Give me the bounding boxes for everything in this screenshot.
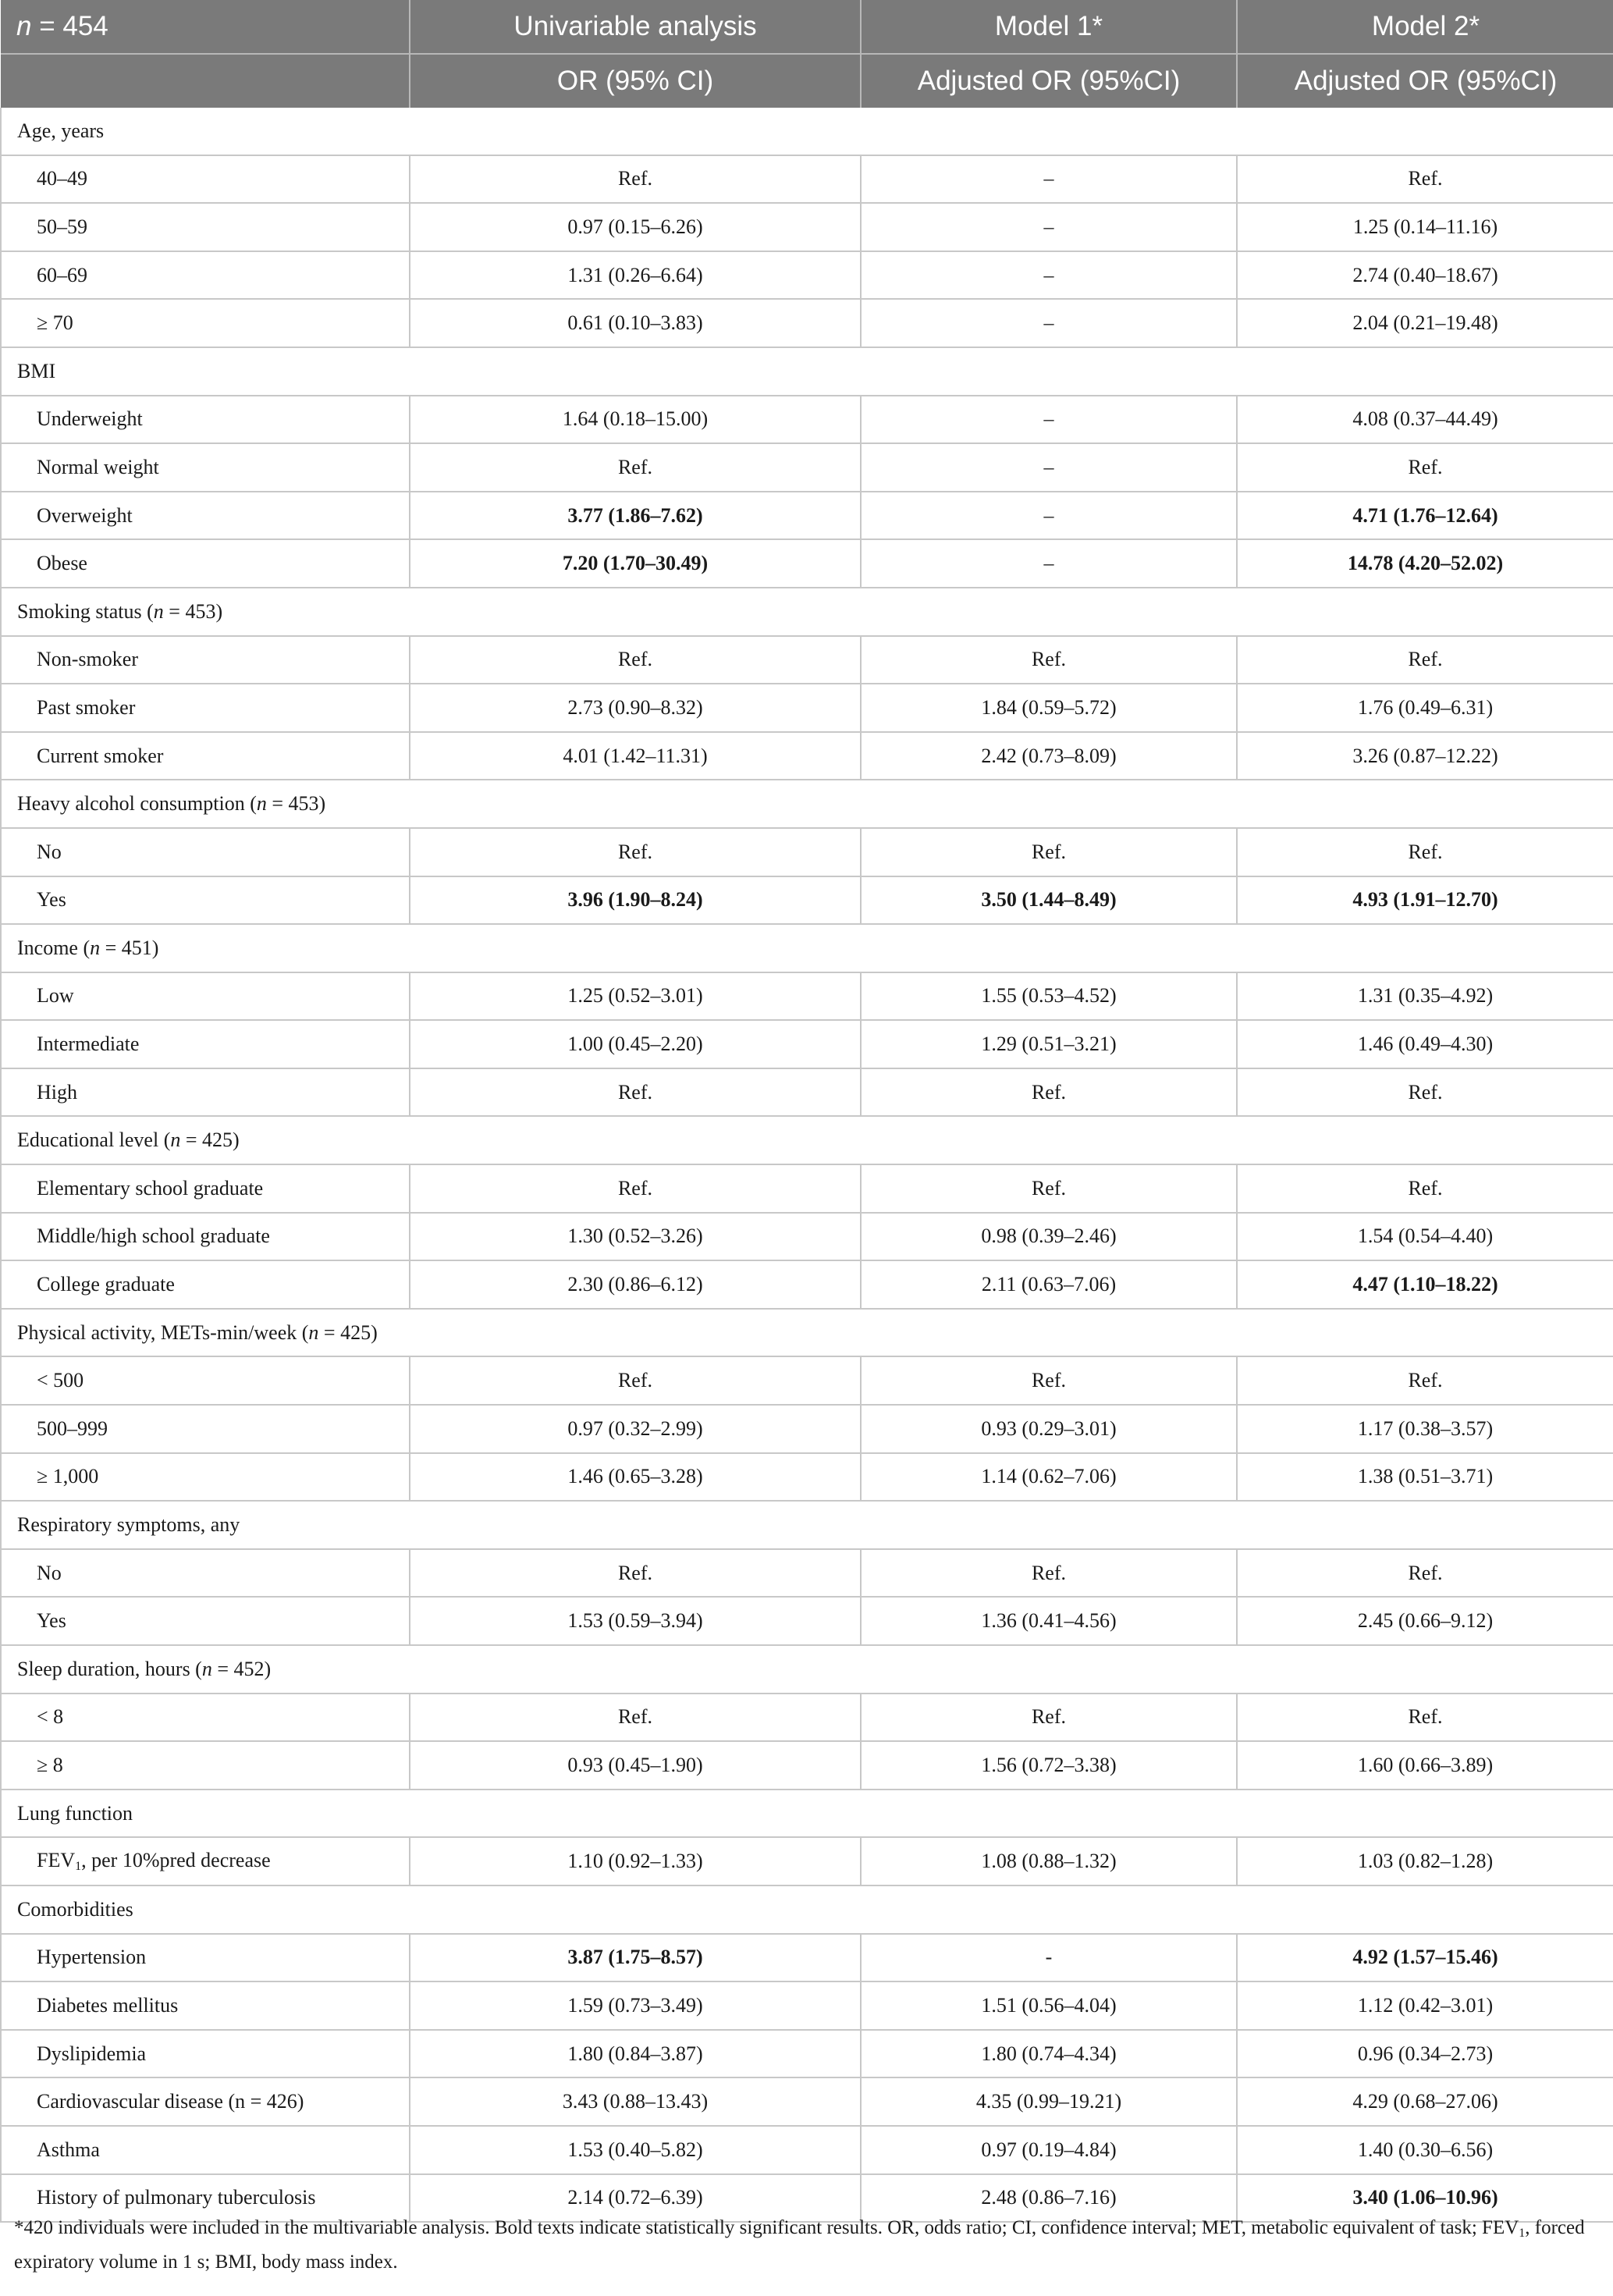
univariable-value: 3.77 (1.86–7.62) [410, 492, 861, 540]
model1-value: 1.51 (0.56–4.04) [861, 1981, 1237, 2030]
n-symbol: n [308, 1320, 319, 1344]
univariable-value: 1.46 (0.65–3.28) [410, 1453, 861, 1502]
univariable-value: 0.93 (0.45–1.90) [410, 1741, 861, 1790]
univariable-value: 7.20 (1.70–30.49) [410, 539, 861, 588]
group-label [1, 924, 1613, 972]
group-n-value: = 451) [100, 936, 159, 959]
model2-value: 1.60 (0.66–3.89) [1237, 1741, 1613, 1790]
univariable-value: Ref. [410, 155, 861, 204]
model2-value: Ref. [1237, 1068, 1613, 1117]
row-label: 500–999 [1, 1405, 410, 1453]
row-label: Obese [1, 539, 410, 588]
row-label: High [1, 1068, 410, 1117]
table-row [1, 1405, 1613, 1453]
model1-value: 1.14 (0.62–7.06) [861, 1453, 1237, 1502]
row-label: Yes [1, 1597, 410, 1645]
group-row-lung-function [1, 1790, 1613, 1838]
model1-value: Ref. [861, 636, 1237, 684]
model1-value: 1.55 (0.53–4.52) [861, 972, 1237, 1021]
fev-suffix: , per 10%pred decrease [81, 1849, 271, 1872]
univariable-value: Ref. [410, 1164, 861, 1213]
univariable-value: 2.14 (0.72–6.39) [410, 2174, 861, 2223]
univariable-value: Ref. [410, 1068, 861, 1117]
n-symbol: n [201, 1657, 212, 1680]
model2-value: Ref. [1237, 443, 1613, 492]
group-row-alcohol [1, 780, 1613, 828]
table-row [1, 155, 1613, 204]
group-label-text: Heavy alcohol consumption ( [17, 792, 257, 816]
row-label: Yes [1, 876, 410, 925]
univariable-value: 1.59 (0.73–3.49) [410, 1981, 861, 2030]
univariable-value: Ref. [410, 1356, 861, 1405]
group-label-text: Educational level ( [17, 1128, 171, 1152]
n-symbol: n [170, 1128, 181, 1152]
table-row [1, 396, 1613, 444]
fev-text: FEV [37, 1849, 76, 1872]
table-row [1, 2077, 1613, 2126]
model1-value: – [861, 396, 1237, 444]
table-row [1, 876, 1613, 925]
model2-value: Ref. [1237, 636, 1613, 684]
model2-adjusted-header: Adjusted OR (95%CI) [1237, 54, 1613, 108]
model1-value: – [861, 203, 1237, 251]
model1-value: 0.93 (0.29–3.01) [861, 1405, 1237, 1453]
univariable-value: 2.73 (0.90–8.32) [410, 684, 861, 732]
model1-value: 1.08 (0.88–1.32) [861, 1837, 1237, 1885]
footnote-subscript: 1 [1519, 2227, 1526, 2240]
row-label: Current smoker [1, 732, 410, 780]
model2-value: 2.74 (0.40–18.67) [1237, 251, 1613, 300]
model1-value: 0.97 (0.19–4.84) [861, 2126, 1237, 2174]
row-label: 60–69 [1, 251, 410, 300]
model2-value: 1.03 (0.82–1.28) [1237, 1837, 1613, 1885]
row-label: Diabetes mellitus [1, 1981, 410, 2030]
model1-value: – [861, 155, 1237, 204]
univariable-value: Ref. [410, 443, 861, 492]
model1-value: 1.56 (0.72–3.38) [861, 1741, 1237, 1790]
table-row [1, 539, 1613, 588]
model1-value: 2.42 (0.73–8.09) [861, 732, 1237, 780]
univariable-value: 1.30 (0.52–3.26) [410, 1213, 861, 1261]
row-label: Overweight [1, 492, 410, 540]
univariable-value: 1.80 (0.84–3.87) [410, 2030, 861, 2078]
blank-header [1, 54, 410, 108]
table-row [1, 1164, 1613, 1213]
group-n-value: = 452) [211, 1657, 272, 1680]
row-label: Dyslipidemia [1, 2030, 410, 2078]
group-row-comorbidities [1, 1885, 1613, 1934]
model1-value: Ref. [861, 1694, 1237, 1742]
univariable-value: 1.31 (0.26–6.64) [410, 251, 861, 300]
model1-value: – [861, 299, 1237, 347]
group-label: BMI [1, 347, 1613, 396]
row-label: Past smoker [1, 684, 410, 732]
row-label: < 8 [1, 1694, 410, 1742]
row-label: ≥ 1,000 [1, 1453, 410, 1502]
univariable-value: 0.97 (0.15–6.26) [410, 203, 861, 251]
row-label: History of pulmonary tuberculosis [1, 2174, 410, 2223]
row-label: Asthma [1, 2126, 410, 2174]
group-n-value: = 425) [318, 1320, 378, 1344]
model2-value: Ref. [1237, 1694, 1613, 1742]
univariable-value: 1.25 (0.52–3.01) [410, 972, 861, 1021]
group-label: Lung function [1, 1790, 1613, 1838]
model2-value: 1.46 (0.49–4.30) [1237, 1020, 1613, 1068]
row-label: Cardiovascular disease (n = 426) [1, 2077, 410, 2126]
model2-value: 1.54 (0.54–4.40) [1237, 1213, 1613, 1261]
row-label: No [1, 1549, 410, 1598]
table-row [1, 1020, 1613, 1068]
model2-value: 4.47 (1.10–18.22) [1237, 1260, 1613, 1309]
univariable-value: 2.30 (0.86–6.12) [410, 1260, 861, 1309]
univariable-value: 3.87 (1.75–8.57) [410, 1934, 861, 1982]
model2-value: 4.71 (1.76–12.64) [1237, 492, 1613, 540]
row-label: Elementary school graduate [1, 1164, 410, 1213]
model1-value: – [861, 492, 1237, 540]
model1-value: 1.36 (0.41–4.56) [861, 1597, 1237, 1645]
row-label [1, 1837, 410, 1885]
footnote-text-end: , forced expiratory volume in 1 s; BMI, body mass index. [14, 2217, 1585, 2273]
row-label: College graduate [1, 1260, 410, 1309]
group-label [1, 1116, 1613, 1164]
row-label: Underweight [1, 396, 410, 444]
univariable-value: Ref. [410, 1694, 861, 1742]
or-ci-header: OR (95% CI) [410, 54, 861, 108]
sample-size-header [1, 0, 410, 54]
univariable-value: 4.01 (1.42–11.31) [410, 732, 861, 780]
row-label: Middle/high school graduate [1, 1213, 410, 1261]
table-row [1, 251, 1613, 300]
model1-adjusted-header: Adjusted OR (95%CI) [861, 54, 1237, 108]
group-label-text: Income ( [17, 936, 91, 959]
univariable-value: 0.97 (0.32–2.99) [410, 1405, 861, 1453]
group-row-sleep [1, 1645, 1613, 1694]
model1-header: Model 1* [861, 0, 1237, 54]
univariable-value: Ref. [410, 1549, 861, 1598]
univariable-value: 1.53 (0.40–5.82) [410, 2126, 861, 2174]
model2-value: 1.12 (0.42–3.01) [1237, 1981, 1613, 2030]
group-label [1, 588, 1613, 636]
model2-value: Ref. [1237, 155, 1613, 204]
group-n-value: = 453) [266, 792, 326, 816]
table-row [1, 1741, 1613, 1790]
model1-value: 1.84 (0.59–5.72) [861, 684, 1237, 732]
row-label: No [1, 828, 410, 876]
footnote-text: *420 individuals were included in the multivariable analysis. Bold texts indicate statistically significant results. OR, odds ratio; CI, confidence interval; MET, metabolic equivalent of task; FEV [14, 2217, 1519, 2238]
table-row [1, 1549, 1613, 1598]
group-label-text: Smoking status ( [17, 599, 154, 623]
univariable-header: Univariable analysis [410, 0, 861, 54]
model1-value: 1.29 (0.51–3.21) [861, 1020, 1237, 1068]
n-symbol: n [256, 792, 267, 816]
table-row [1, 972, 1613, 1021]
row-label: Hypertension [1, 1934, 410, 1982]
univariable-value: 1.10 (0.92–1.33) [410, 1837, 861, 1885]
table-row [1, 2030, 1613, 2078]
table-row [1, 828, 1613, 876]
group-label-text: Physical activity, METs-min/week ( [17, 1320, 309, 1344]
table-row [1, 1260, 1613, 1309]
model2-value: 4.93 (1.91–12.70) [1237, 876, 1613, 925]
row-label: Intermediate [1, 1020, 410, 1068]
model2-value: 2.04 (0.21–19.48) [1237, 299, 1613, 347]
univariable-value: 1.53 (0.59–3.94) [410, 1597, 861, 1645]
table-header [1, 0, 1613, 108]
group-row-bmi [1, 347, 1613, 396]
fev-subscript: 1 [75, 1860, 82, 1874]
model2-header: Model 2* [1237, 0, 1613, 54]
row-label: Low [1, 972, 410, 1021]
model2-value: Ref. [1237, 1164, 1613, 1213]
n-value: = 454 [31, 11, 108, 41]
group-row-age [1, 108, 1613, 155]
table-row [1, 1934, 1613, 1982]
table-row [1, 732, 1613, 780]
group-label [1, 1645, 1613, 1694]
model2-value: 14.78 (4.20–52.02) [1237, 539, 1613, 588]
model1-value: Ref. [861, 1549, 1237, 1598]
model1-value: – [861, 443, 1237, 492]
row-label: ≥ 70 [1, 299, 410, 347]
univariable-value: Ref. [410, 828, 861, 876]
header-row-1 [1, 0, 1613, 54]
table-row [1, 299, 1613, 347]
model1-value: – [861, 251, 1237, 300]
n-symbol: n [16, 11, 32, 41]
model2-value: 1.40 (0.30–6.56) [1237, 2126, 1613, 2174]
model1-value: 2.48 (0.86–7.16) [861, 2174, 1237, 2223]
group-row-education [1, 1116, 1613, 1164]
table-row [1, 1837, 1613, 1885]
table-row [1, 2126, 1613, 2174]
model2-value: 3.26 (0.87–12.22) [1237, 732, 1613, 780]
table-row [1, 1213, 1613, 1261]
model2-value: Ref. [1237, 1356, 1613, 1405]
model2-value: 1.31 (0.35–4.92) [1237, 972, 1613, 1021]
model2-value: 1.17 (0.38–3.57) [1237, 1405, 1613, 1453]
model1-value: Ref. [861, 1164, 1237, 1213]
group-row-respiratory [1, 1501, 1613, 1549]
group-label [1, 780, 1613, 828]
model2-value: 3.40 (1.06–10.96) [1237, 2174, 1613, 2223]
model2-value: 4.92 (1.57–15.46) [1237, 1934, 1613, 1982]
group-row-smoking [1, 588, 1613, 636]
table-row [1, 636, 1613, 684]
model1-value: Ref. [861, 828, 1237, 876]
table-row [1, 1068, 1613, 1117]
model2-value: 4.29 (0.68–27.06) [1237, 2077, 1613, 2126]
univariable-value: 1.64 (0.18–15.00) [410, 396, 861, 444]
model1-value: 0.98 (0.39–2.46) [861, 1213, 1237, 1261]
model1-value: 4.35 (0.99–19.21) [861, 2077, 1237, 2126]
group-row-activity [1, 1309, 1613, 1357]
header-row-2 [1, 54, 1613, 108]
model2-value: 2.45 (0.66–9.12) [1237, 1597, 1613, 1645]
table-row [1, 1981, 1613, 2030]
row-label: < 500 [1, 1356, 410, 1405]
model2-value: 4.08 (0.37–44.49) [1237, 396, 1613, 444]
group-row-income [1, 924, 1613, 972]
group-label: Comorbidities [1, 1885, 1613, 1934]
model1-value: Ref. [861, 1068, 1237, 1117]
group-label [1, 1309, 1613, 1357]
model1-value: 2.11 (0.63–7.06) [861, 1260, 1237, 1309]
table-row [1, 1356, 1613, 1405]
table-footnote [14, 2213, 1598, 2276]
table-row [1, 203, 1613, 251]
row-label: 40–49 [1, 155, 410, 204]
group-label: Age, years [1, 108, 1613, 155]
univariable-value: 3.43 (0.88–13.43) [410, 2077, 861, 2126]
n-symbol: n [90, 936, 101, 959]
group-label: Respiratory symptoms, any [1, 1501, 1613, 1549]
univariable-value: Ref. [410, 636, 861, 684]
model2-value: 1.76 (0.49–6.31) [1237, 684, 1613, 732]
n-symbol: n [153, 599, 164, 623]
group-label-text: Sleep duration, hours ( [17, 1657, 202, 1680]
table-row [1, 1453, 1613, 1502]
model1-value: - [861, 1934, 1237, 1982]
model2-value: 1.38 (0.51–3.71) [1237, 1453, 1613, 1502]
model2-value: Ref. [1237, 828, 1613, 876]
model1-value: Ref. [861, 1356, 1237, 1405]
table-row [1, 1597, 1613, 1645]
table-row [1, 1694, 1613, 1742]
model1-value: 3.50 (1.44–8.49) [861, 876, 1237, 925]
table-row [1, 492, 1613, 540]
group-n-value: = 425) [180, 1128, 240, 1152]
model2-value: 0.96 (0.34–2.73) [1237, 2030, 1613, 2078]
row-label: Normal weight [1, 443, 410, 492]
model2-value: Ref. [1237, 1549, 1613, 1598]
model1-value: 1.80 (0.74–4.34) [861, 2030, 1237, 2078]
table-body [1, 108, 1613, 2222]
row-label: ≥ 8 [1, 1741, 410, 1790]
univariable-value: 1.00 (0.45–2.20) [410, 1020, 861, 1068]
row-label: Non-smoker [1, 636, 410, 684]
model1-value: – [861, 539, 1237, 588]
model2-value: 1.25 (0.14–11.16) [1237, 203, 1613, 251]
table-row [1, 684, 1613, 732]
row-label: 50–59 [1, 203, 410, 251]
univariable-value: 3.96 (1.90–8.24) [410, 876, 861, 925]
univariable-value: 0.61 (0.10–3.83) [410, 299, 861, 347]
group-n-value: = 453) [163, 599, 223, 623]
table-row [1, 443, 1613, 492]
